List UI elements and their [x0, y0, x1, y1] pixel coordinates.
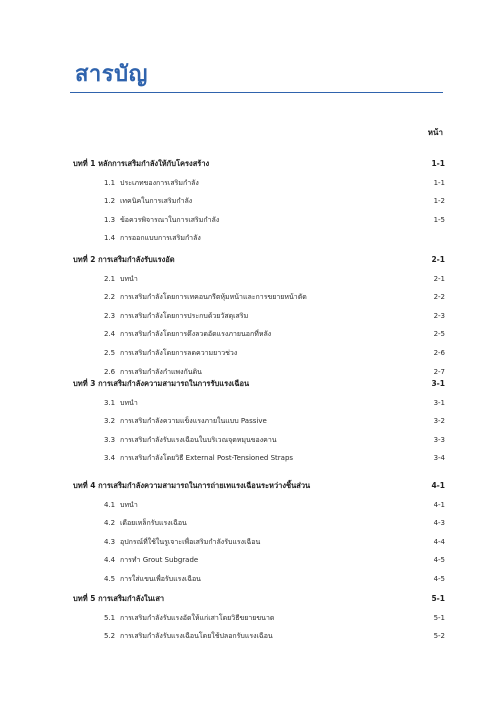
section-entry[interactable] — [0, 516, 500, 530]
section-entry[interactable] — [0, 396, 500, 410]
section-title: การเสริมกำลังโดยการลดความยาวช่วง — [120, 349, 238, 357]
section-entry[interactable] — [0, 346, 500, 360]
section-entry[interactable] — [0, 414, 500, 428]
section-number: 3.4 — [104, 454, 116, 463]
section-title: การเสริมกำลังรับแรงเฉือนในบริเวณจุดหมุนของคาน — [120, 435, 277, 444]
section-title: การเสริมกำลังโดยการประกบด้วยวัสดุเสริม — [120, 311, 249, 320]
section-entry[interactable] — [0, 451, 500, 465]
section-title: การใส่แขนเพื่อรับแรงเฉือน — [120, 575, 201, 583]
section-page-number: 2-7 — [433, 367, 445, 376]
section-number: 4.3 — [104, 537, 116, 546]
section-title: บทนำ — [120, 500, 138, 509]
page-title: สารบัญ — [75, 62, 148, 87]
section-entry[interactable] — [0, 176, 500, 190]
chapter-title: บทที่ 2 การเสริมกำลังรับแรงอัด — [73, 255, 175, 264]
section-number: 2.3 — [104, 311, 116, 320]
section-number: 2.2 — [104, 293, 116, 302]
section-title: การเสริมกำลังโดยการดึงลวดอัดแรงภายนอกที่หลัง — [120, 330, 272, 339]
section-number: 1.3 — [104, 215, 116, 224]
section-page-number: 4-3 — [433, 519, 445, 528]
section-number: 1.2 — [104, 197, 116, 206]
section-title: ข้อควรพิจารณาในการเสริมกำลัง — [120, 215, 220, 224]
section-number: 4.1 — [104, 500, 116, 509]
section-entry[interactable] — [0, 572, 500, 586]
section-number: 1.4 — [104, 234, 116, 243]
section-number: 1.1 — [104, 178, 116, 187]
section-number: 4.4 — [104, 556, 116, 565]
section-title: เทคนิคในการเสริมกำลัง — [120, 197, 193, 206]
section-page-number: 2-3 — [433, 311, 445, 320]
chapter-title: บทที่ 4 การเสริมกำลังความสามารถในการถ่ายเทแรงเฉือนระหว่างชิ้นส่วน — [73, 481, 311, 490]
section-page-number: 4-5 — [433, 556, 445, 565]
section-title: ประเภทของการเสริมกำลัง — [120, 178, 199, 187]
chapter-title: บทที่ 5 การเสริมกำลังในเสา — [73, 594, 165, 603]
section-title: การเสริมกำลังโดยการเทคอนกรีตหุ้มหน้าและการขยายหน้าตัด — [120, 293, 307, 302]
section-page-number: 3-3 — [433, 435, 445, 444]
section-page-number: 4-1 — [433, 500, 445, 509]
section-number: 3.1 — [104, 398, 116, 407]
section-title: การทำ Grout Subgrade — [120, 556, 199, 565]
section-page-number: 5-2 — [433, 632, 445, 641]
section-number: 3.2 — [104, 417, 116, 426]
chapter-title: บทที่ 1 หลักการเสริมกำลังให้กับโครงสร้าง — [73, 159, 210, 168]
section-page-number: 3-4 — [433, 454, 445, 463]
page-column-header: หน้า — [427, 128, 443, 137]
chapter-page-number: 1-1 — [431, 159, 445, 168]
section-page-number: 2-6 — [433, 349, 445, 357]
section-title: บทนำ — [120, 274, 138, 283]
section-entry[interactable] — [0, 272, 500, 286]
section-page-number: 2-2 — [433, 293, 445, 302]
section-entry[interactable] — [0, 553, 500, 567]
section-page-number: 4-4 — [433, 537, 445, 546]
section-page-number: 1-2 — [433, 197, 445, 206]
section-title: การเสริมกำลังกำแพงกันดิน — [120, 367, 202, 376]
section-title: เดือยเหล็กรับแรงเฉือน — [120, 519, 187, 528]
section-page-number: 4-5 — [433, 575, 445, 583]
chapter-page-number: 5-1 — [431, 594, 445, 603]
section-page-number: 5-1 — [433, 613, 445, 622]
section-page-number: 2-1 — [433, 274, 445, 283]
section-entry[interactable] — [0, 213, 500, 227]
section-entry[interactable] — [0, 535, 500, 549]
section-number: 3.3 — [104, 435, 116, 444]
section-title: การเสริมกำลังความแข็งแรงภายในแบบ Passive — [120, 417, 267, 426]
section-number: 2.1 — [104, 274, 116, 283]
section-number: 4.2 — [104, 519, 116, 528]
section-number: 2.4 — [104, 330, 116, 339]
title-underline — [70, 92, 443, 93]
section-page-number: 2-5 — [433, 330, 445, 339]
section-number: 5.2 — [104, 632, 116, 641]
section-entry[interactable] — [0, 231, 500, 245]
section-page-number: 1-1 — [433, 178, 445, 187]
chapter-entry[interactable] — [0, 253, 500, 267]
section-title: การเสริมกำลังรับแรงอัดให้แก่เสาโดยวิธีขยายขนาด — [120, 613, 275, 622]
section-entry[interactable] — [0, 611, 500, 625]
section-page-number: 3-1 — [433, 398, 445, 407]
section-page-number: 1-5 — [433, 215, 445, 224]
section-entry[interactable] — [0, 498, 500, 512]
chapter-entry[interactable] — [0, 377, 500, 391]
section-page-number: 3-2 — [433, 417, 445, 426]
section-number: 4.5 — [104, 575, 116, 583]
chapter-page-number: 3-1 — [431, 379, 445, 388]
chapter-entry[interactable] — [0, 157, 500, 171]
section-entry[interactable] — [0, 433, 500, 447]
section-entry[interactable] — [0, 194, 500, 208]
chapter-page-number: 4-1 — [431, 481, 445, 490]
section-title: การเสริมกำลังโดยวิธี External Post-Tensioned Straps — [120, 454, 294, 463]
section-entry[interactable] — [0, 309, 500, 323]
section-entry[interactable] — [0, 327, 500, 341]
chapter-entry[interactable] — [0, 592, 500, 606]
section-number: 2.6 — [104, 367, 116, 376]
section-number: 5.1 — [104, 613, 116, 622]
section-title: การออกแบบการเสริมกำลัง — [120, 234, 201, 243]
section-title: บทนำ — [120, 398, 138, 407]
chapter-title: บทที่ 3 การเสริมกำลังความสามารถในการรับแรงเฉือน — [73, 379, 250, 388]
section-title: อุปกรณ์ที่ใช้ในรูเจาะเพื่อเสริมกำลังรับแรงเฉือน — [120, 537, 261, 546]
section-entry[interactable] — [0, 290, 500, 304]
section-title: การเสริมกำลังรับแรงเฉือนโดยใช้ปลอกรับแรงเฉือน — [120, 632, 273, 641]
section-entry[interactable] — [0, 629, 500, 643]
chapter-entry[interactable] — [0, 479, 500, 493]
section-number: 2.5 — [104, 349, 116, 357]
chapter-page-number: 2-1 — [431, 255, 445, 264]
